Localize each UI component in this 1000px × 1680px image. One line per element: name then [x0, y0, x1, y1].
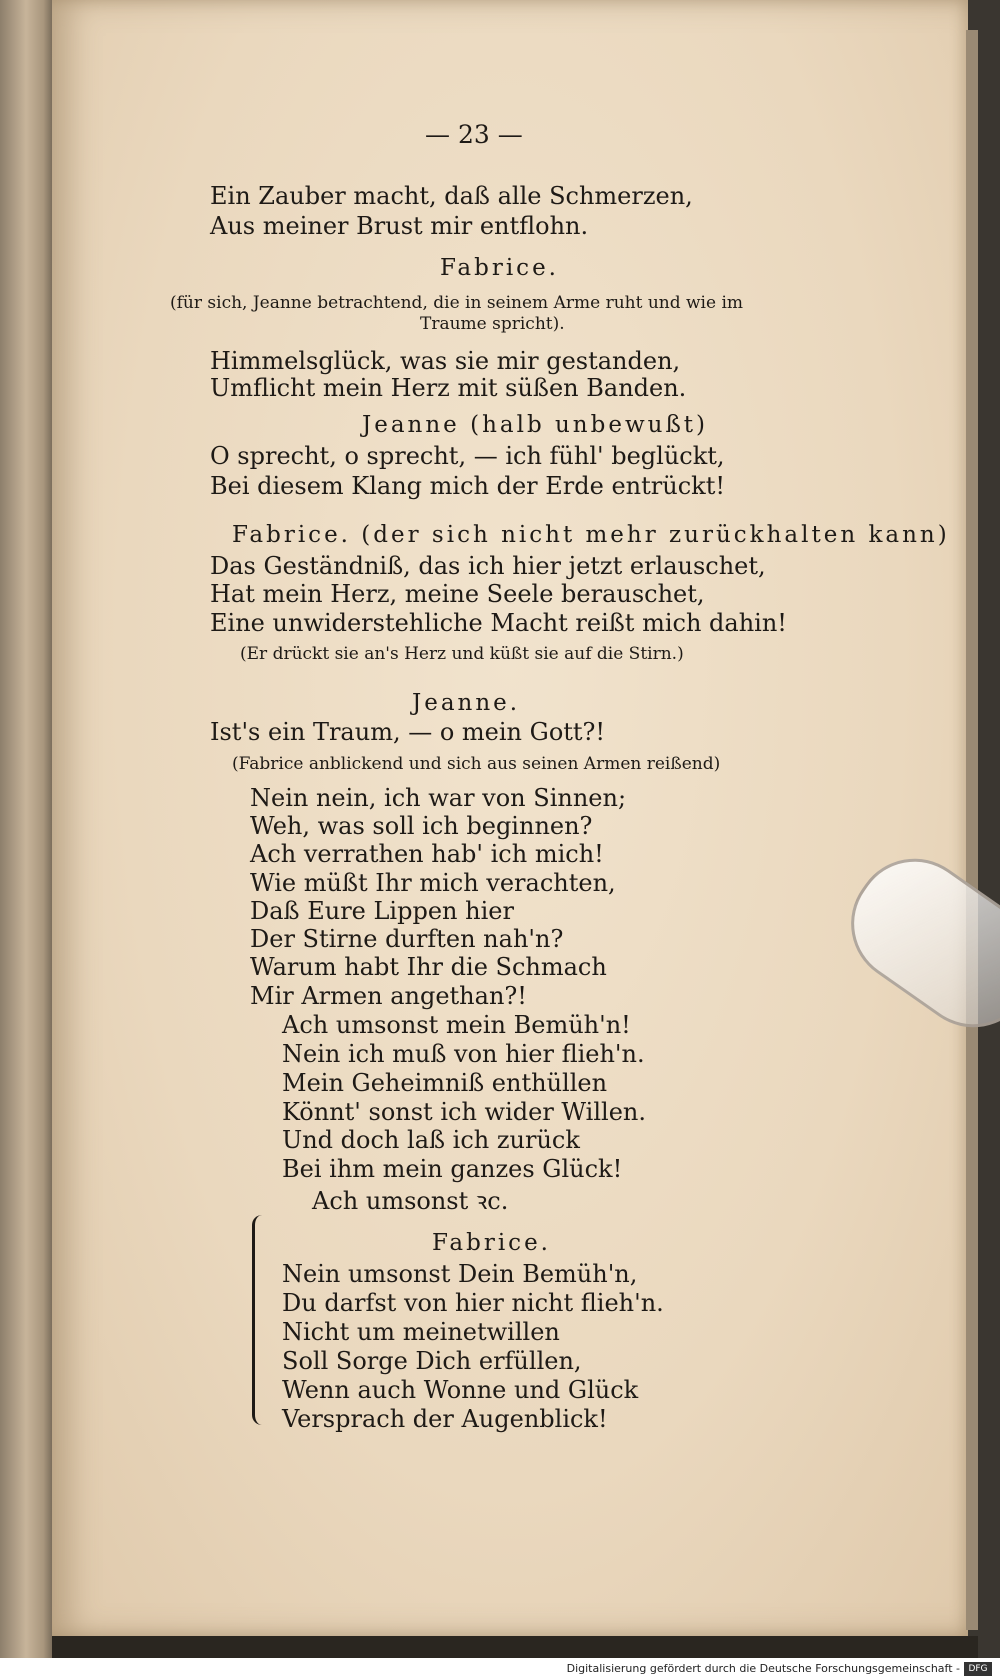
verse-line: Versprach der Augenblick! [282, 1405, 608, 1433]
verse-line: Daß Eure Lippen hier [250, 897, 514, 925]
speaker-name: Fabrice. (der sich nicht mehr zurückhalten kann) [232, 522, 950, 548]
page-number: — 23 — [425, 120, 523, 149]
verse-line: Der Stirne durften nah'n? [250, 925, 564, 953]
verse-line: Ist's ein Traum, — o mein Gott?! [210, 718, 606, 746]
verse-line: Das Geständniß, das ich hier jetzt erlauschet, [210, 552, 766, 580]
verse-line: Mir Armen angethan?! [250, 982, 527, 1010]
bottom-shadow [52, 1636, 978, 1658]
verse-line: Warum habt Ihr die Schmach [250, 953, 607, 981]
speaker-name: Fabrice. [432, 1230, 551, 1256]
verse-line: Ach umsonst ꝛc. [312, 1187, 509, 1215]
dfg-logo: DFG [964, 1662, 992, 1676]
verse-line: Soll Sorge Dich erfüllen, [282, 1347, 582, 1375]
verse-line: Aus meiner Brust mir entflohn. [210, 212, 589, 240]
verse-line: Hat mein Herz, meine Seele berauschet, [210, 580, 705, 608]
verse-line: Nein nein, ich war von Sinnen; [250, 784, 627, 812]
right-page-edge [966, 30, 978, 1630]
verse-line: Wenn auch Wonne und Glück [282, 1376, 639, 1404]
verse-line: Und doch laß ich zurück [282, 1126, 580, 1154]
verse-line: Könnt' sonst ich wider Willen. [282, 1098, 646, 1126]
footer-bar [0, 1658, 1000, 1680]
verse-line: Nein umsonst Dein Bemüh'n, [282, 1260, 638, 1288]
speaker-name: Fabrice. [440, 255, 559, 281]
verse-line: Weh, was soll ich beginnen? [250, 812, 593, 840]
speaker-name: Jeanne. [412, 690, 521, 716]
stage-direction: (Fabrice anblickend und sich aus seinen Armen reißend) [232, 754, 721, 774]
verse-line: Ein Zauber macht, daß alle Schmerzen, [210, 182, 693, 210]
stage-direction: (Er drückt sie an's Herz und küßt sie auf die Stirn.) [240, 644, 684, 664]
speaker-name: Jeanne (halb unbewußt) [362, 412, 709, 438]
verse-line: Bei diesem Klang mich der Erde entrückt! [210, 472, 725, 500]
stage-direction: (für sich, Jeanne betrachtend, die in seinem Arme ruht und wie im [170, 293, 744, 313]
verse-line: Himmelsglück, was sie mir gestanden, [210, 347, 681, 375]
verse-line: Ach verrathen hab' ich mich! [250, 840, 604, 868]
verse-line: Eine unwiderstehliche Macht reißt mich dahin! [210, 609, 787, 637]
verse-line: Nicht um meinetwillen [282, 1318, 560, 1346]
verse-line: O sprecht, o sprecht, — ich fühl' beglückt, [210, 442, 725, 470]
verse-line: Bei ihm mein ganzes Glück! [282, 1155, 623, 1183]
verse-line: Mein Geheimniß enthüllen [282, 1069, 608, 1097]
stage-direction: Traume spricht). [420, 314, 565, 334]
verse-line: Umflicht mein Herz mit süßen Banden. [210, 374, 687, 402]
verse-line: Ach umsonst mein Bemüh'n! [282, 1011, 631, 1039]
footer-credit: Digitalisierung gefördert durch die Deutsche Forschungsgemeinschaft - [566, 1662, 960, 1675]
bracket-line [252, 1215, 269, 1425]
left-page-edge [0, 0, 58, 1658]
verse-line: Nein ich muß von hier flieh'n. [282, 1040, 645, 1068]
verse-line: Du darfst von hier nicht flieh'n. [282, 1289, 664, 1317]
verse-line: Wie müßt Ihr mich verachten, [250, 869, 616, 897]
